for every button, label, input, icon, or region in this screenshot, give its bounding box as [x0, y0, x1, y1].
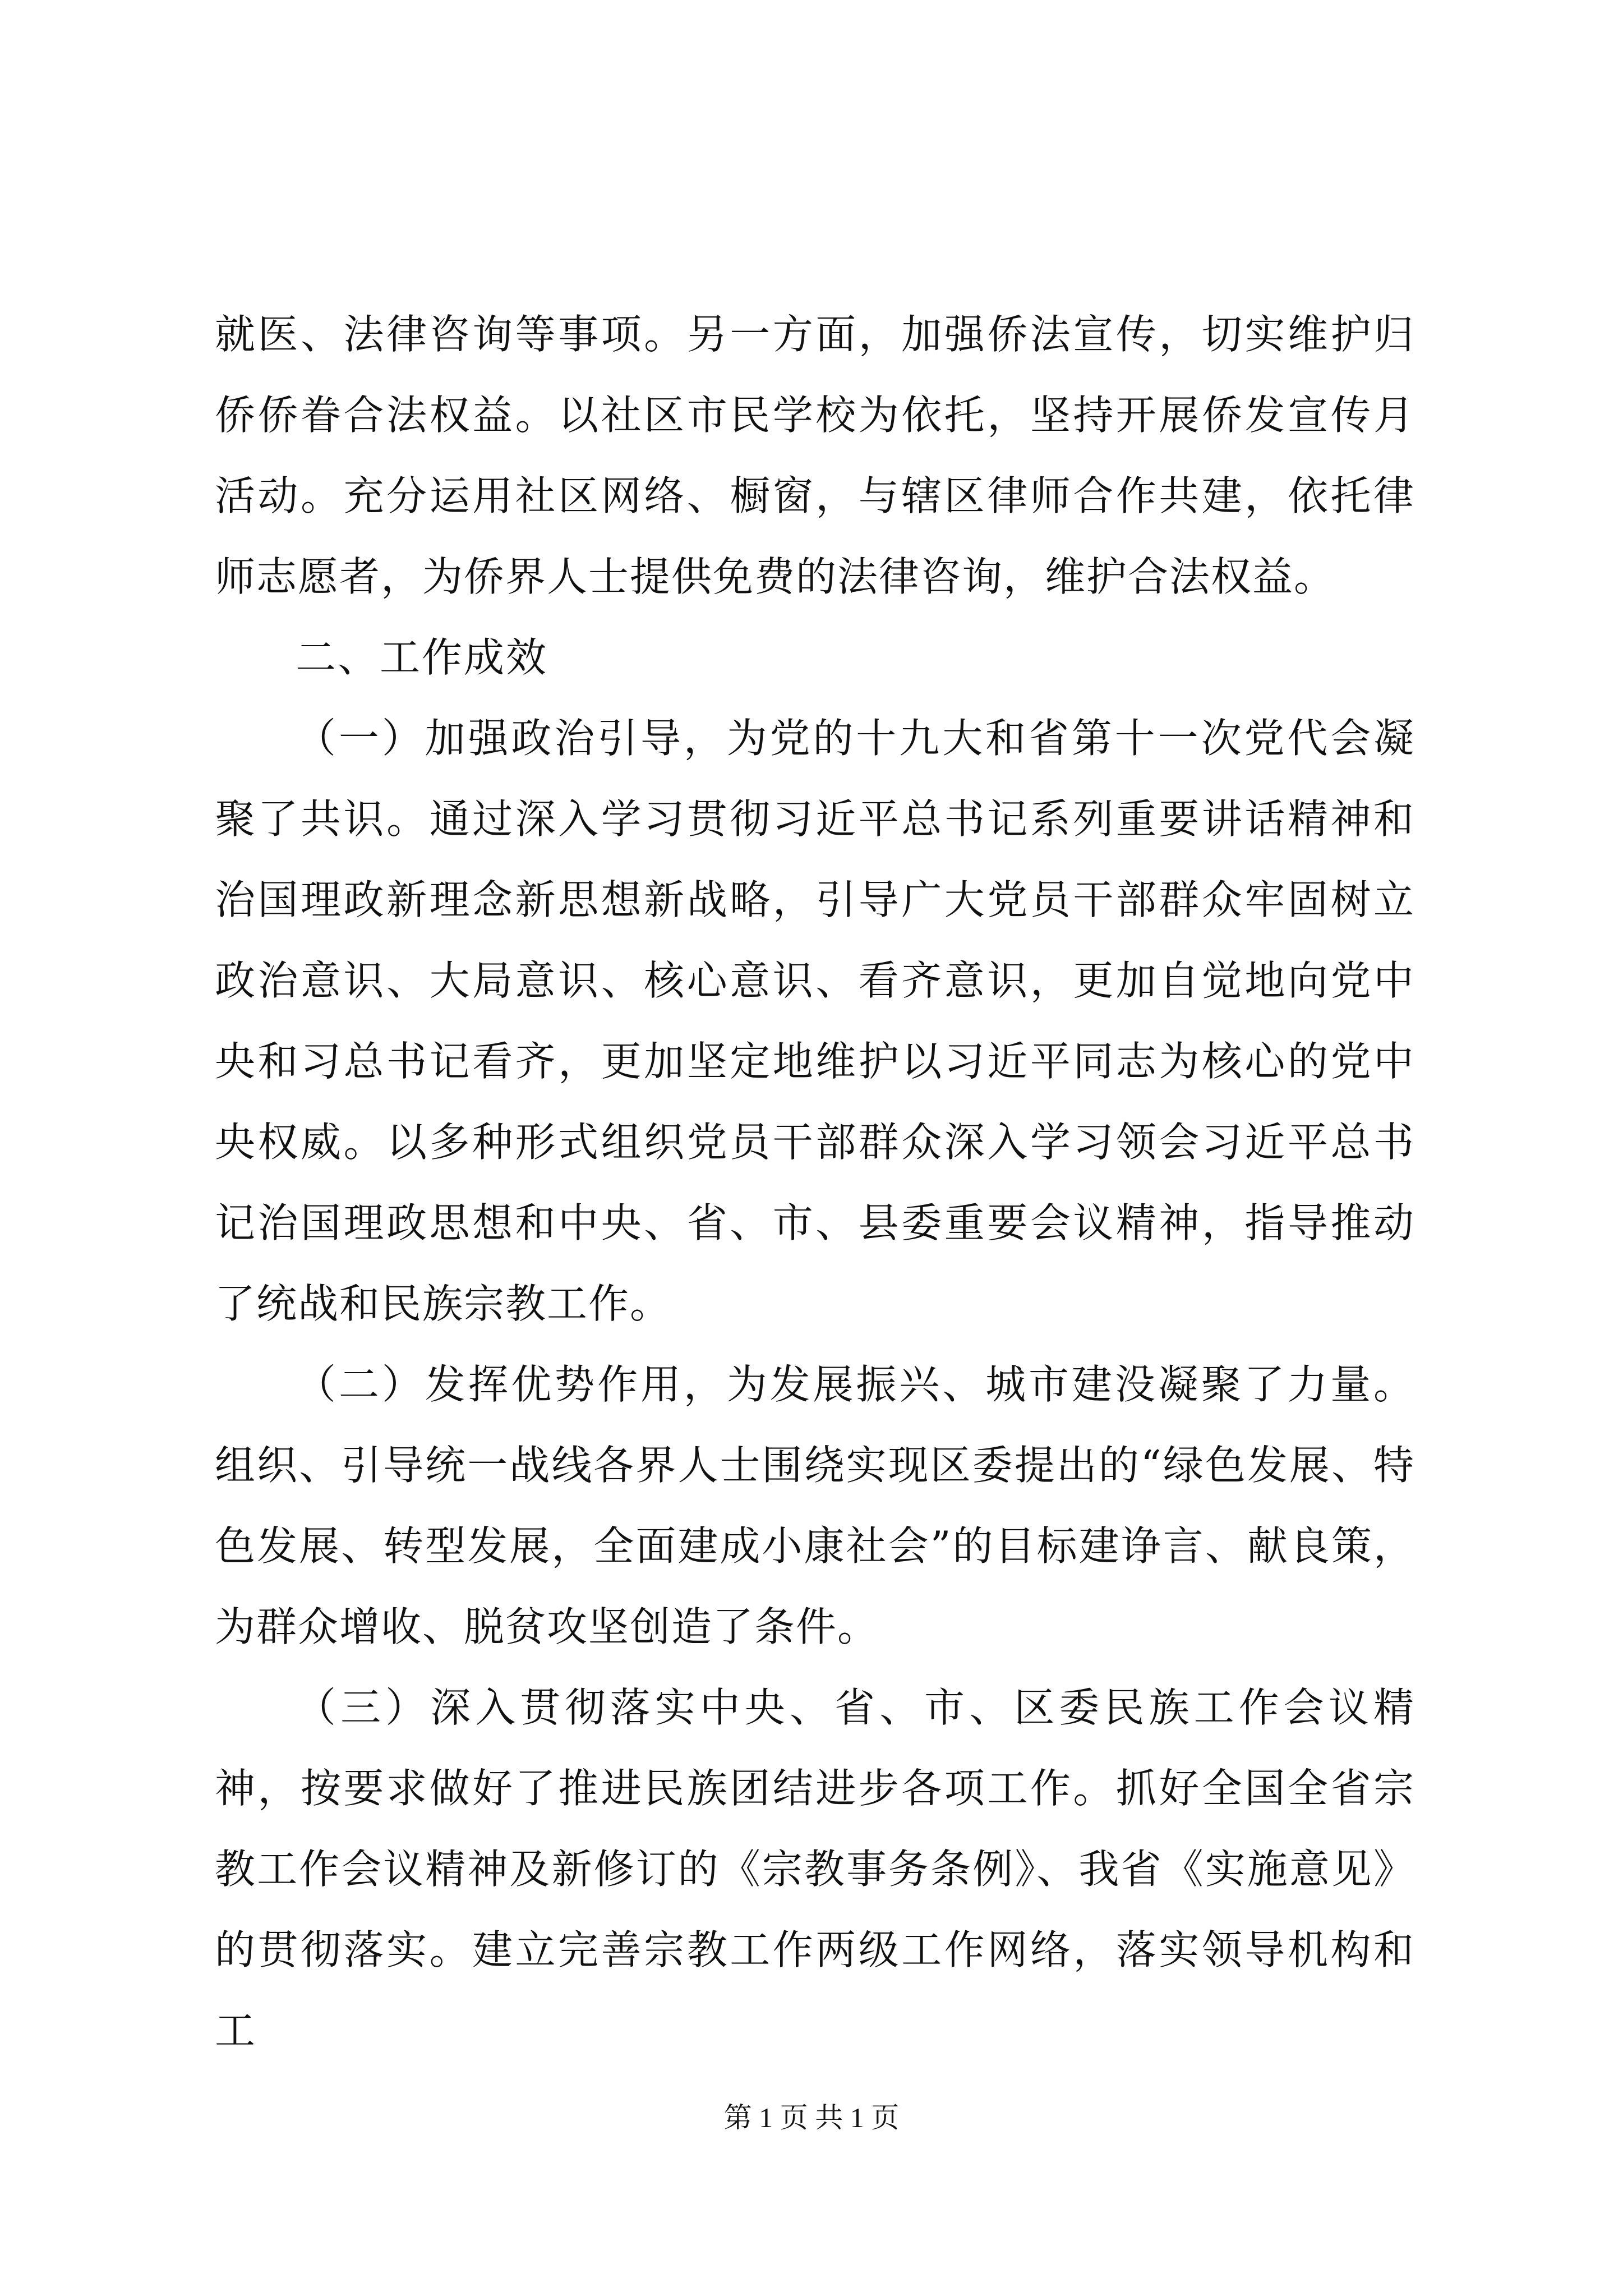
document-body [215, 294, 1415, 2071]
paragraph-continuation: 就医、法律咨询等事项。另一方面，加强侨法宣传，切实维护归侨侨眷合法权益。以社区市民学校为依托，坚持开展侨发宣传月活动。充分运用社区网络、橱窗，与辖区律师合作共建，依托律师志愿者，为侨界人士提供免费的法律咨询，维护合法权益。 [215, 311, 1415, 600]
paragraph-advantage-role: （二）发挥优势作用，为发展振兴、城市建没凝聚了力量。组织、引导统一战线各界人士围绕实现区委提出的“绿色发展、特色发展、转型发展，全面建成小康社会”的目标建诤言、献良策，为群众增收、脱贫攻坚创造了条件。 [215, 1361, 1415, 1650]
paragraph-ethnic-work: （三）深入贯彻落实中央、省、市、区委民族工作会议精神，按要求做好了推进民族团结进步各项工作。抓好全国全省宗教工作会议精神及新修订的《宗教事务条例》、我省《实施意见》的贯彻落实。建立完善宗教工作两级工作网络，落实领导机构和工 [215, 1684, 1415, 2054]
paragraph-political-guidance: （一）加强政治引导，为党的十九大和省第十一次党代会凝聚了共识。通过深入学习贯彻习近平总书记系列重要讲话精神和治国理政新理念新思想新战略，引导广大党员干部群众牢固树立政治意识、大局意识、核心意识、看齐意识，更加自觉地向党中央和习总书记看齐，更加坚定地维护以习近平同志为核心的党中央权威。以多种形式组织党员干部群众深入学习领会习近平总书记治国理政思想和中央、省、市、县委重要会议精神，指导推动了统战和民族宗教工作。 [215, 715, 1415, 1327]
page-footer: 第 1 页 共 1 页 [723, 2102, 900, 2133]
section-heading: 二、工作成效 [296, 634, 548, 681]
